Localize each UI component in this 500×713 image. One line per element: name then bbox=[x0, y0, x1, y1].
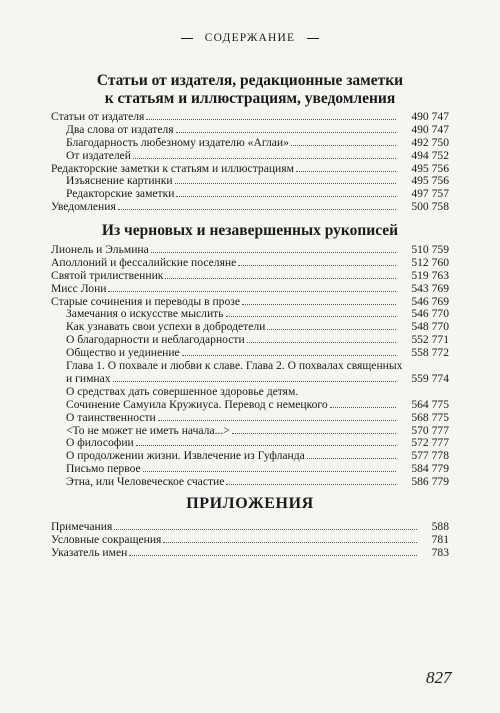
section3-heading-text: ПРИЛОЖЕНИЯ bbox=[186, 495, 314, 512]
toc-entry[interactable] bbox=[51, 412, 449, 425]
toc-entry-label: Замечания о искусстве мыслить bbox=[66, 307, 224, 321]
toc-entry[interactable] bbox=[51, 150, 449, 163]
toc-entry[interactable] bbox=[51, 534, 449, 547]
dot-leader bbox=[238, 265, 396, 266]
toc-entry-label: Примечания bbox=[51, 520, 113, 533]
dot-leader bbox=[307, 458, 396, 459]
toc-entry[interactable] bbox=[51, 270, 449, 283]
toc-entry-label: Аполлоний и фессалийские поселяне bbox=[51, 255, 237, 269]
dot-leader bbox=[232, 433, 396, 434]
toc-entry-pages: 543 769 bbox=[411, 281, 449, 295]
dot-leader bbox=[247, 342, 396, 343]
section2-entries bbox=[51, 244, 449, 489]
toc-entry[interactable] bbox=[51, 137, 449, 150]
section1-heading-line1: Статьи от издателя, редакционные заметки bbox=[96, 72, 404, 89]
toc-entry[interactable] bbox=[51, 201, 449, 214]
dot-leader bbox=[267, 329, 396, 330]
section3-entries bbox=[51, 521, 449, 560]
dot-leader bbox=[143, 471, 396, 472]
dot-leader bbox=[118, 209, 396, 210]
toc-entry[interactable] bbox=[51, 547, 449, 560]
running-head bbox=[0, 32, 500, 44]
dot-leader bbox=[146, 119, 396, 120]
toc-entry-label: Условные сокращения bbox=[51, 532, 162, 546]
dot-leader bbox=[151, 252, 396, 253]
toc-entry-pages: 546 770 bbox=[411, 307, 449, 321]
dot-leader bbox=[176, 196, 396, 197]
toc-entry-label: Сочинение Самуила Кружиуса. Перевод с немецкого bbox=[66, 397, 328, 411]
dot-leader bbox=[330, 407, 396, 408]
toc-entry-label: <То не может не иметь начала...> bbox=[66, 423, 230, 437]
dot-leader bbox=[163, 542, 417, 543]
page-number: 827 bbox=[426, 668, 452, 687]
toc-entry-pages: 564 775 bbox=[411, 397, 449, 411]
dot-leader bbox=[133, 158, 396, 159]
toc-entry-label: Указатель имен bbox=[51, 545, 128, 559]
dot-leader bbox=[226, 316, 396, 317]
toc-entry-pages: 494 752 bbox=[411, 148, 449, 162]
dot-leader bbox=[129, 555, 417, 556]
toc-entry-pages: 558 772 bbox=[411, 346, 449, 360]
toc-entry-label-continued: и гимнах bbox=[66, 371, 111, 385]
dot-leader bbox=[182, 355, 396, 356]
dot-leader bbox=[291, 145, 396, 146]
toc-entry-label: Старые сочинения и переводы в прозе bbox=[51, 294, 240, 308]
toc-entry[interactable] bbox=[51, 521, 449, 534]
toc-entry-pages: 512 760 bbox=[411, 255, 449, 269]
toc-entry-pages: 500 758 bbox=[411, 200, 449, 214]
dot-leader bbox=[136, 445, 396, 446]
toc-entry-label: Лионель и Эльмина bbox=[51, 243, 149, 256]
dot-leader bbox=[176, 132, 396, 133]
toc-entry-label: От издателей bbox=[66, 148, 132, 162]
toc-entry-pages: 572 777 bbox=[411, 436, 449, 450]
dot-leader bbox=[165, 278, 396, 279]
dot-leader bbox=[226, 484, 396, 485]
toc-entry-label: О средствах дать совершенное здоровье детям. bbox=[66, 384, 299, 398]
toc-entry-label: Уведомления bbox=[51, 200, 116, 214]
toc-entry-label: О философии bbox=[66, 436, 134, 450]
dot-leader bbox=[158, 420, 396, 421]
toc-entry-label: Редакторские заметки bbox=[66, 187, 175, 201]
toc-entry-label: Статьи от издателя bbox=[51, 110, 145, 123]
toc-entry-label: Два слова от издателя bbox=[66, 122, 174, 136]
toc-entry-label: О благодарности и неблагодарности bbox=[66, 333, 245, 347]
dot-leader bbox=[113, 381, 396, 382]
toc-entry-pages: 559 774 bbox=[411, 371, 449, 385]
running-head-text: СОДЕРЖАНИЕ bbox=[204, 32, 296, 44]
toc-entry[interactable] bbox=[51, 124, 449, 137]
toc-entry-pages: 510 759 bbox=[411, 243, 449, 256]
toc-entry-label: Глава 1. О похвале и любви к славе. Глава 2. О похвалах священных bbox=[66, 359, 403, 373]
toc-entry-label: Изъяснение картинки bbox=[66, 174, 173, 188]
toc-entry[interactable] bbox=[51, 244, 449, 257]
toc-entry-pages: 577 778 bbox=[411, 449, 449, 463]
toc-entry-pages: 588 bbox=[431, 520, 449, 533]
toc-entry-label: Письмо первое bbox=[66, 462, 141, 476]
toc-entry[interactable] bbox=[51, 386, 449, 399]
toc-entry-pages: 546 769 bbox=[411, 294, 449, 308]
toc-entry-pages: 495 756 bbox=[411, 161, 449, 175]
dot-leader bbox=[296, 171, 396, 172]
toc-entry-label: О таинственности bbox=[66, 410, 156, 424]
toc-entry-pages: 490 747 bbox=[411, 110, 449, 123]
toc-entry-pages: 552 771 bbox=[411, 333, 449, 347]
toc-entry-label: Общество и уединение bbox=[66, 346, 180, 360]
section2-heading bbox=[40, 222, 460, 240]
dot-leader bbox=[108, 291, 396, 292]
running-head-dash-right bbox=[307, 38, 319, 39]
toc-entry-label: Редакторские заметки к статьям и иллюстрациям bbox=[51, 161, 294, 175]
toc-entry-pages: 781 bbox=[431, 532, 449, 546]
toc-entry-pages: 783 bbox=[431, 545, 449, 559]
running-head-dash-left bbox=[181, 38, 193, 39]
dot-leader bbox=[242, 304, 396, 305]
toc-entry[interactable] bbox=[51, 360, 449, 386]
section1-heading-line2: к статьям и иллюстрациям, уведомления bbox=[104, 90, 396, 107]
toc-entry-label: Мисс Лони bbox=[51, 281, 107, 295]
toc-entry-pages: 497 757 bbox=[411, 187, 449, 201]
toc-entry-pages: 584 779 bbox=[411, 462, 449, 476]
toc-entry-label: Как узнавать свои успехи в добродетели bbox=[66, 320, 266, 334]
dot-leader bbox=[175, 183, 396, 184]
section2-heading-text: Из черновых и незавершенных рукописей bbox=[101, 222, 399, 239]
toc-entry-pages: 586 779 bbox=[411, 475, 449, 489]
section3-heading bbox=[40, 495, 460, 513]
toc-entry[interactable] bbox=[51, 257, 449, 270]
toc-entry-pages: 568 775 bbox=[411, 410, 449, 424]
toc-entry-label: Благодарность любезному издателю «Аглаи» bbox=[66, 135, 289, 149]
toc-entry[interactable] bbox=[51, 283, 449, 296]
toc-entry-label: Этна, или Человеческое счастие bbox=[66, 475, 225, 489]
section1-heading bbox=[40, 72, 460, 108]
toc-entry[interactable] bbox=[51, 476, 449, 489]
toc-entry-pages: 492 750 bbox=[411, 135, 449, 149]
section1-entries bbox=[51, 111, 449, 214]
toc-entry-pages: 570 777 bbox=[411, 423, 449, 437]
toc-entry[interactable] bbox=[51, 111, 449, 124]
toc-entry-label: О продолжении жизни. Извлечение из Гуфланда bbox=[66, 449, 305, 463]
toc-entry-pages: 490 747 bbox=[411, 122, 449, 136]
toc-entry-pages: 548 770 bbox=[411, 320, 449, 334]
toc-entry-label: Святой трилиственник bbox=[51, 268, 164, 282]
toc-entry[interactable] bbox=[51, 399, 449, 412]
dot-leader bbox=[114, 529, 417, 530]
toc-entry-pages: 495 756 bbox=[411, 174, 449, 188]
toc-entry-pages: 519 763 bbox=[411, 268, 449, 282]
